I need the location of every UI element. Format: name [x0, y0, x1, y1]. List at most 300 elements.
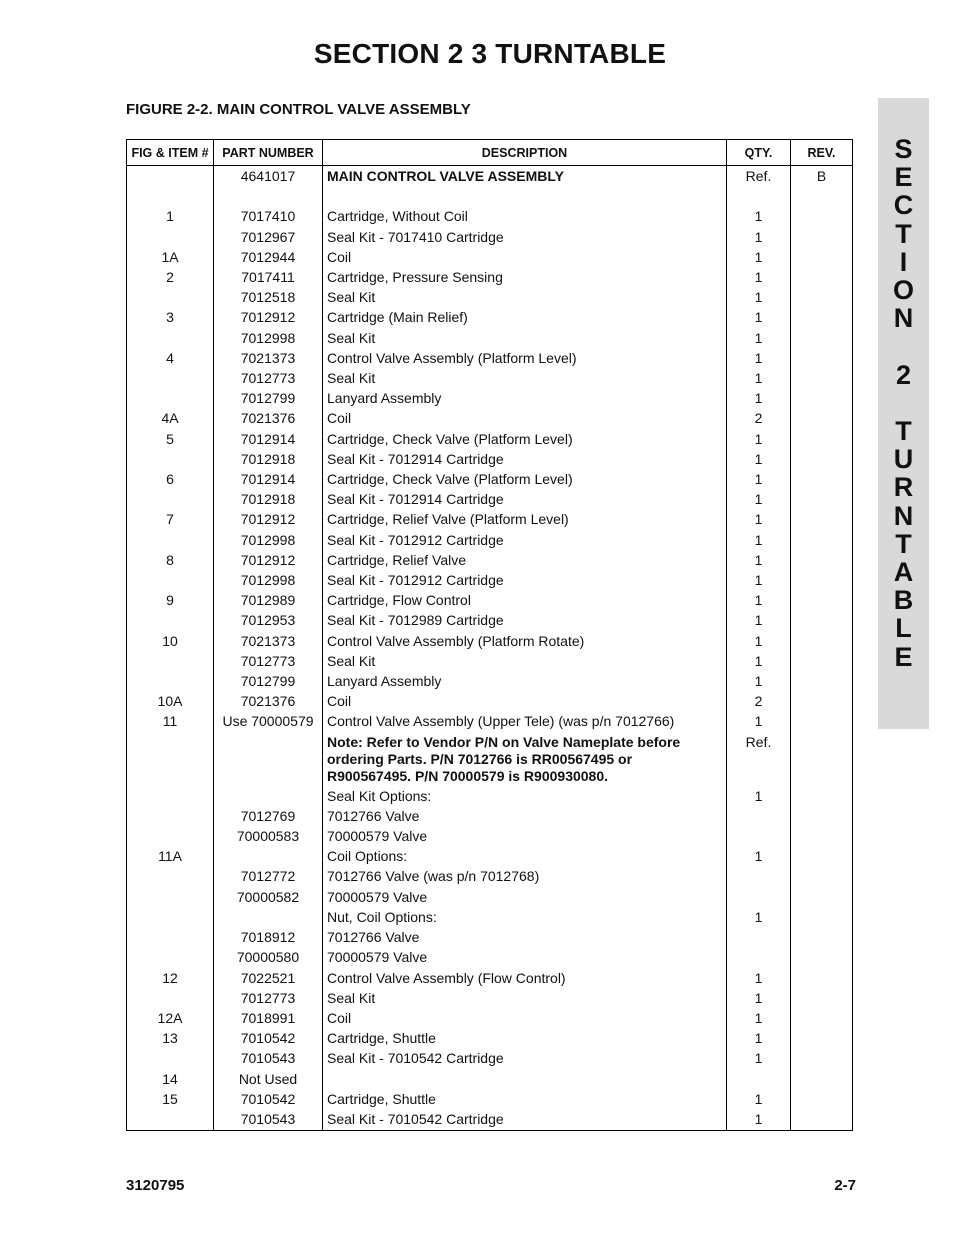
description-cell: Control Valve Assembly (Flow Control) [323, 968, 727, 988]
rev-cell [791, 186, 853, 206]
qty-cell [727, 866, 791, 886]
description-cell: Cartridge, Flow Control [323, 590, 727, 610]
fig-item-cell [127, 388, 214, 408]
rev-cell [791, 846, 853, 866]
table-row [127, 671, 853, 691]
rev-cell [791, 927, 853, 947]
qty-cell [727, 186, 791, 206]
header-qty: QTY. [727, 140, 791, 166]
qty-cell: 1 [727, 469, 791, 489]
rev-cell [791, 732, 853, 786]
rev-cell [791, 449, 853, 469]
description-cell: Note: Refer to Vendor P/N on Valve Nameplate before ordering Parts. P/N 7012766 is RR00567495 or R900567495. P/N 70000579 is R900930080. [323, 732, 727, 786]
rev-cell [791, 1028, 853, 1048]
rev-cell [791, 247, 853, 267]
table-row [127, 368, 853, 388]
rev-cell [791, 671, 853, 691]
description-cell: Seal Kit - 7012912 Cartridge [323, 570, 727, 590]
side-tab-letter: A [893, 557, 914, 587]
qty-cell: 1 [727, 307, 791, 327]
rev-cell [791, 1048, 853, 1068]
part-number-cell: 7012944 [214, 247, 323, 267]
qty-cell [727, 927, 791, 947]
qty-cell: Ref. [727, 732, 791, 786]
table-row [127, 429, 853, 449]
qty-cell: 1 [727, 671, 791, 691]
rev-cell [791, 328, 853, 348]
part-number-cell: 7017410 [214, 206, 323, 226]
table-row [127, 186, 853, 206]
qty-cell: 1 [727, 988, 791, 1008]
part-number-cell: 7021376 [214, 691, 323, 711]
description-cell: Seal Kit - 7012914 Cartridge [323, 449, 727, 469]
table-row [127, 489, 853, 509]
qty-cell: 1 [727, 489, 791, 509]
fig-item-cell [127, 651, 214, 671]
fig-item-cell: 11 [127, 711, 214, 731]
side-tab-letter: O [892, 275, 914, 305]
table-row [127, 206, 853, 226]
table-row [127, 328, 853, 348]
qty-cell: 1 [727, 206, 791, 226]
description-cell: Coil Options: [323, 846, 727, 866]
description-cell: Cartridge, Check Valve (Platform Level) [323, 429, 727, 449]
side-tab-letter: S [894, 134, 913, 164]
side-tab-letter: R [893, 472, 914, 503]
rev-cell [791, 866, 853, 886]
qty-cell: 1 [727, 429, 791, 449]
description-cell: Cartridge, Shuttle [323, 1028, 727, 1048]
table-row [127, 530, 853, 550]
fig-item-cell [127, 166, 214, 187]
qty-cell: 1 [727, 267, 791, 287]
description-cell: Seal Kit Options: [323, 786, 727, 806]
rev-cell [791, 307, 853, 327]
table-row [127, 408, 853, 428]
table-row [127, 469, 853, 489]
fig-item-cell: 15 [127, 1089, 214, 1109]
fig-item-cell: 14 [127, 1069, 214, 1089]
fig-item-cell [127, 610, 214, 630]
part-number-cell [214, 186, 323, 206]
part-number-cell: 7017411 [214, 267, 323, 287]
fig-item-cell [127, 530, 214, 550]
qty-cell: 2 [727, 408, 791, 428]
part-number-cell: 7018912 [214, 927, 323, 947]
table-row [127, 988, 853, 1008]
part-number-cell: 7012953 [214, 610, 323, 630]
part-number-cell: 7010543 [214, 1048, 323, 1068]
description-cell: Cartridge (Main Relief) [323, 307, 727, 327]
qty-cell: 1 [727, 590, 791, 610]
fig-item-cell [127, 947, 214, 967]
qty-cell: 2 [727, 691, 791, 711]
rev-cell [791, 429, 853, 449]
rev-cell [791, 947, 853, 967]
rev-cell [791, 227, 853, 247]
qty-cell: 1 [727, 550, 791, 570]
description-cell: Coil [323, 408, 727, 428]
rev-cell [791, 1008, 853, 1028]
side-tab-letter: I [899, 246, 908, 277]
table-row [127, 651, 853, 671]
part-number-cell: 7010542 [214, 1089, 323, 1109]
document-number: 3120795 [126, 1177, 185, 1194]
table-row [127, 947, 853, 967]
qty-cell: 1 [727, 530, 791, 550]
qty-cell: 1 [727, 846, 791, 866]
qty-cell: 1 [727, 388, 791, 408]
part-number-cell: 7010542 [214, 1028, 323, 1048]
side-tab-letter: T [895, 218, 912, 249]
description-cell: Lanyard Assembly [323, 671, 727, 691]
part-number-cell: Not Used [214, 1069, 323, 1089]
fig-item-cell: 13 [127, 1028, 214, 1048]
header-description: DESCRIPTION [323, 140, 727, 166]
table-row [127, 247, 853, 267]
description-cell: Coil [323, 247, 727, 267]
table-row [127, 732, 853, 786]
part-number-cell: 7021376 [214, 408, 323, 428]
qty-cell: 1 [727, 907, 791, 927]
part-number-cell: Use 70000579 [214, 711, 323, 731]
description-cell: Control Valve Assembly (Platform Rotate) [323, 631, 727, 651]
description-cell: Seal Kit - 7010542 Cartridge [323, 1048, 727, 1068]
part-number-cell: 7012769 [214, 806, 323, 826]
description-cell: Control Valve Assembly (Platform Level) [323, 348, 727, 368]
description-cell: Cartridge, Relief Valve [323, 550, 727, 570]
rev-cell [791, 691, 853, 711]
qty-cell: Ref. [727, 166, 791, 187]
description-cell: Seal Kit - 7010542 Cartridge [323, 1109, 727, 1131]
parts-table-body [127, 166, 853, 1131]
description-cell [323, 1069, 727, 1089]
table-header-row [127, 140, 853, 166]
fig-item-cell: 1 [127, 206, 214, 226]
table-row [127, 927, 853, 947]
side-tab-letter: L [895, 613, 912, 644]
description-cell [323, 186, 727, 206]
part-number-cell: 7010543 [214, 1109, 323, 1131]
fig-item-cell [127, 671, 214, 691]
side-tab-letter: E [894, 162, 913, 193]
description-cell: Seal Kit [323, 988, 727, 1008]
table-row [127, 968, 853, 988]
fig-item-cell: 11A [127, 846, 214, 866]
part-number-cell: 7012998 [214, 530, 323, 550]
fig-item-cell: 5 [127, 429, 214, 449]
rev-cell [791, 590, 853, 610]
fig-item-cell [127, 907, 214, 927]
part-number-cell: 4641017 [214, 166, 323, 187]
header-fig-item: FIG & ITEM # [127, 140, 214, 166]
section-title: SECTION 2 3 TURNTABLE [313, 38, 667, 69]
part-number-cell [214, 732, 323, 786]
rev-cell [791, 651, 853, 671]
description-cell: Seal Kit - 7012989 Cartridge [323, 610, 727, 630]
part-number-cell: 7022521 [214, 968, 323, 988]
rev-cell [791, 368, 853, 388]
part-number-cell: 70000582 [214, 887, 323, 907]
fig-item-cell: 8 [127, 550, 214, 570]
table-row [127, 1109, 853, 1131]
table-row [127, 826, 853, 846]
rev-cell [791, 489, 853, 509]
qty-cell: 1 [727, 631, 791, 651]
qty-cell: 1 [727, 711, 791, 731]
section-side-tab [878, 98, 929, 729]
fig-item-cell: 2 [127, 267, 214, 287]
part-number-cell [214, 846, 323, 866]
fig-item-cell [127, 287, 214, 307]
fig-item-cell [127, 988, 214, 1008]
fig-item-cell [127, 186, 214, 206]
fig-item-cell [127, 866, 214, 886]
description-cell: Cartridge, Pressure Sensing [323, 267, 727, 287]
part-number-cell: 7012799 [214, 671, 323, 691]
rev-cell [791, 570, 853, 590]
table-row [127, 806, 853, 826]
qty-cell: 1 [727, 651, 791, 671]
part-number-cell: 7012912 [214, 550, 323, 570]
description-cell: Seal Kit [323, 651, 727, 671]
fig-item-cell [127, 1048, 214, 1068]
rev-cell [791, 1109, 853, 1131]
table-row [127, 307, 853, 327]
table-row [127, 267, 853, 287]
fig-item-cell: 10 [127, 631, 214, 651]
fig-item-cell: 10A [127, 691, 214, 711]
description-cell: 70000579 Valve [323, 947, 727, 967]
rev-cell [791, 348, 853, 368]
qty-cell [727, 806, 791, 826]
qty-cell: 1 [727, 1089, 791, 1109]
table-row [127, 907, 853, 927]
fig-item-cell [127, 570, 214, 590]
table-row [127, 887, 853, 907]
description-cell: Seal Kit - 7012914 Cartridge [323, 489, 727, 509]
qty-cell: 1 [727, 786, 791, 806]
description-cell: Seal Kit [323, 287, 727, 307]
description-cell: Cartridge, Without Coil [323, 206, 727, 226]
part-number-cell: 7018991 [214, 1008, 323, 1028]
table-row [127, 227, 853, 247]
part-number-cell: 7021373 [214, 631, 323, 651]
part-number-cell: 70000580 [214, 947, 323, 967]
qty-cell: 1 [727, 247, 791, 267]
part-number-cell [214, 907, 323, 927]
fig-item-cell: 9 [127, 590, 214, 610]
header-part-number: PART NUMBER [214, 140, 323, 166]
qty-cell [727, 887, 791, 907]
rev-cell [791, 206, 853, 226]
side-tab-letter: U [893, 444, 914, 475]
rev-cell [791, 287, 853, 307]
rev-cell [791, 610, 853, 630]
qty-cell: 1 [727, 968, 791, 988]
fig-item-cell: 12 [127, 968, 214, 988]
side-tab-letter: 2 [895, 359, 912, 390]
part-number-cell: 7021373 [214, 348, 323, 368]
table-row [127, 1089, 853, 1109]
rev-cell [791, 786, 853, 806]
table-row [127, 711, 853, 731]
table-row [127, 1008, 853, 1028]
fig-item-cell [127, 786, 214, 806]
rev-cell [791, 530, 853, 550]
qty-cell [727, 826, 791, 846]
rev-cell [791, 408, 853, 428]
fig-item-cell [127, 368, 214, 388]
fig-item-cell [127, 489, 214, 509]
description-cell: 7012766 Valve [323, 806, 727, 826]
side-tab-letter: C [893, 190, 914, 221]
rev-cell [791, 1089, 853, 1109]
rev-cell [791, 631, 853, 651]
rev-cell [791, 988, 853, 1008]
table-row [127, 610, 853, 630]
part-number-cell: 7012914 [214, 429, 323, 449]
rev-cell [791, 711, 853, 731]
part-number-cell: 7012998 [214, 570, 323, 590]
header-rev: REV. [791, 140, 853, 166]
page-number: 2-7 [834, 1177, 856, 1194]
rev-cell [791, 388, 853, 408]
table-row [127, 1028, 853, 1048]
table-row [127, 388, 853, 408]
part-number-cell: 7012799 [214, 388, 323, 408]
part-number-cell: 7012773 [214, 368, 323, 388]
table-row [127, 1069, 853, 1089]
qty-cell: 1 [727, 449, 791, 469]
fig-item-cell [127, 328, 214, 348]
rev-cell [791, 826, 853, 846]
rev-cell [791, 806, 853, 826]
description-cell: Cartridge, Relief Valve (Platform Level) [323, 509, 727, 529]
table-row [127, 287, 853, 307]
description-cell: Coil [323, 691, 727, 711]
rev-cell [791, 907, 853, 927]
qty-cell: 1 [727, 368, 791, 388]
part-number-cell: 7012773 [214, 651, 323, 671]
side-tab-letter: B [893, 585, 914, 616]
side-tab-letter: N [893, 500, 914, 531]
rev-cell [791, 267, 853, 287]
side-tab-letter: T [895, 528, 912, 559]
rev-cell [791, 1069, 853, 1089]
table-row [127, 550, 853, 570]
qty-cell: 1 [727, 1048, 791, 1068]
qty-cell: 1 [727, 1109, 791, 1131]
description-cell: Control Valve Assembly (Upper Tele) (was p/n 7012766) [323, 711, 727, 731]
part-number-cell: 7012914 [214, 469, 323, 489]
fig-item-cell: 1A [127, 247, 214, 267]
description-cell: Seal Kit - 7017410 Cartridge [323, 227, 727, 247]
description-cell: Lanyard Assembly [323, 388, 727, 408]
description-cell: 70000579 Valve [323, 826, 727, 846]
fig-item-cell [127, 1109, 214, 1131]
description-cell: 7012766 Valve (was p/n 7012768) [323, 866, 727, 886]
description-cell: MAIN CONTROL VALVE ASSEMBLY [323, 166, 727, 187]
fig-item-cell [127, 826, 214, 846]
qty-cell: 1 [727, 509, 791, 529]
part-number-cell: 7012912 [214, 307, 323, 327]
fig-item-cell [127, 449, 214, 469]
rev-cell [791, 550, 853, 570]
fig-item-cell [127, 927, 214, 947]
table-row [127, 846, 853, 866]
table-row [127, 449, 853, 469]
part-number-cell: 7012518 [214, 287, 323, 307]
table-row [127, 509, 853, 529]
figure-title: FIGURE 2-2. MAIN CONTROL VALVE ASSEMBLY [126, 101, 471, 118]
description-cell: Cartridge, Check Valve (Platform Level) [323, 469, 727, 489]
qty-cell: 1 [727, 570, 791, 590]
fig-item-cell: 4 [127, 348, 214, 368]
qty-cell: 1 [727, 227, 791, 247]
qty-cell: 1 [727, 1008, 791, 1028]
fig-item-cell [127, 806, 214, 826]
part-number-cell: 70000583 [214, 826, 323, 846]
fig-item-cell: 6 [127, 469, 214, 489]
parts-table [126, 139, 853, 1131]
table-row [127, 786, 853, 806]
side-tab-letter: E [894, 641, 913, 672]
table-row [127, 348, 853, 368]
part-number-cell: 7012772 [214, 866, 323, 886]
part-number-cell: 7012918 [214, 449, 323, 469]
qty-cell: 1 [727, 348, 791, 368]
qty-cell: 1 [727, 328, 791, 348]
side-tab-letter: T [895, 416, 912, 446]
table-row [127, 590, 853, 610]
description-cell: Seal Kit [323, 328, 727, 348]
table-row [127, 866, 853, 886]
rev-cell [791, 887, 853, 907]
description-cell: Cartridge, Shuttle [323, 1089, 727, 1109]
fig-item-cell: 4A [127, 408, 214, 428]
table-row [127, 570, 853, 590]
part-number-cell: 7012918 [214, 489, 323, 509]
rev-cell [791, 968, 853, 988]
description-cell: 70000579 Valve [323, 887, 727, 907]
part-number-cell: 7012998 [214, 328, 323, 348]
description-cell: Seal Kit [323, 368, 727, 388]
description-cell: Seal Kit - 7012912 Cartridge [323, 530, 727, 550]
part-number-cell: 7012773 [214, 988, 323, 1008]
rev-cell: B [791, 166, 853, 187]
part-number-cell: 7012989 [214, 590, 323, 610]
rev-cell [791, 469, 853, 489]
qty-cell: 1 [727, 1028, 791, 1048]
table-row [127, 1048, 853, 1068]
part-number-cell: 7012967 [214, 227, 323, 247]
fig-item-cell: 12A [127, 1008, 214, 1028]
fig-item-cell: 3 [127, 307, 214, 327]
description-cell: Coil [323, 1008, 727, 1028]
fig-item-cell [127, 732, 214, 786]
part-number-cell: 7012912 [214, 509, 323, 529]
fig-item-cell [127, 887, 214, 907]
qty-cell: 1 [727, 610, 791, 630]
part-number-cell [214, 786, 323, 806]
rev-cell [791, 509, 853, 529]
fig-item-cell [127, 227, 214, 247]
qty-cell [727, 947, 791, 967]
fig-item-cell: 7 [127, 509, 214, 529]
table-row [127, 166, 853, 187]
qty-cell: 1 [727, 287, 791, 307]
